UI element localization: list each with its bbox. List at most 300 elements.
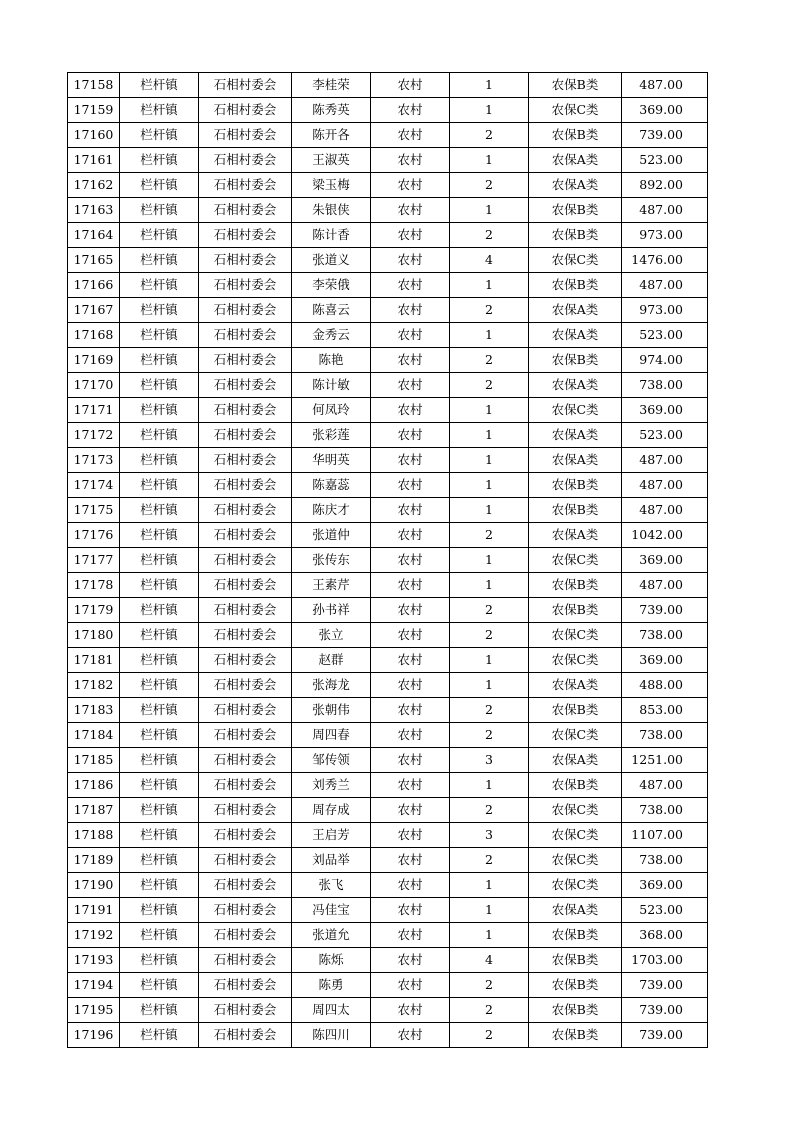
household-count-cell: 2: [450, 848, 529, 873]
record-id-cell: 17182: [68, 673, 120, 698]
area-type-cell: 农村: [371, 823, 450, 848]
record-id-cell: 17189: [68, 848, 120, 873]
area-type-cell: 农村: [371, 73, 450, 98]
household-count-cell: 2: [450, 173, 529, 198]
insurance-category-cell: 农保B类: [529, 998, 622, 1023]
table-row: [68, 523, 708, 548]
area-type-cell: 农村: [371, 423, 450, 448]
record-id-cell: 17184: [68, 723, 120, 748]
insurance-category-cell: 农保C类: [529, 548, 622, 573]
town-cell: 栏杆镇: [120, 723, 199, 748]
area-type-cell: 农村: [371, 723, 450, 748]
insurance-category-cell: 农保B类: [529, 498, 622, 523]
table-row: [68, 573, 708, 598]
town-cell: 栏杆镇: [120, 198, 199, 223]
insurance-category-cell: 农保B类: [529, 1023, 622, 1048]
person-name-cell: 王淑英: [292, 148, 371, 173]
amount-cell: 523.00: [622, 148, 708, 173]
town-cell: 栏杆镇: [120, 748, 199, 773]
village-committee-cell: 石相村委会: [199, 1023, 292, 1048]
area-type-cell: 农村: [371, 523, 450, 548]
insurance-category-cell: 农保A类: [529, 748, 622, 773]
area-type-cell: 农村: [371, 573, 450, 598]
person-name-cell: 张朝伟: [292, 698, 371, 723]
town-cell: 栏杆镇: [120, 173, 199, 198]
amount-cell: 738.00: [622, 373, 708, 398]
village-committee-cell: 石相村委会: [199, 73, 292, 98]
insurance-category-cell: 农保A类: [529, 323, 622, 348]
household-count-cell: 2: [450, 998, 529, 1023]
insurance-category-cell: 农保B类: [529, 73, 622, 98]
amount-cell: 523.00: [622, 423, 708, 448]
record-id-cell: 17196: [68, 1023, 120, 1048]
record-id-cell: 17165: [68, 248, 120, 273]
amount-cell: 739.00: [622, 1023, 708, 1048]
record-id-cell: 17193: [68, 948, 120, 973]
area-type-cell: 农村: [371, 623, 450, 648]
household-count-cell: 2: [450, 223, 529, 248]
insurance-category-cell: 农保B类: [529, 598, 622, 623]
town-cell: 栏杆镇: [120, 623, 199, 648]
village-committee-cell: 石相村委会: [199, 623, 292, 648]
record-id-cell: 17170: [68, 373, 120, 398]
person-name-cell: 冯佳宝: [292, 898, 371, 923]
area-type-cell: 农村: [371, 698, 450, 723]
person-name-cell: 邹传领: [292, 748, 371, 773]
insurance-category-cell: 农保C类: [529, 398, 622, 423]
record-id-cell: 17158: [68, 73, 120, 98]
amount-cell: 488.00: [622, 673, 708, 698]
records-table: [67, 72, 708, 1048]
amount-cell: 487.00: [622, 448, 708, 473]
town-cell: 栏杆镇: [120, 873, 199, 898]
household-count-cell: 1: [450, 573, 529, 598]
town-cell: 栏杆镇: [120, 848, 199, 873]
table-row: [68, 648, 708, 673]
household-count-cell: 2: [450, 523, 529, 548]
household-count-cell: 1: [450, 773, 529, 798]
area-type-cell: 农村: [371, 373, 450, 398]
town-cell: 栏杆镇: [120, 273, 199, 298]
amount-cell: 853.00: [622, 698, 708, 723]
area-type-cell: 农村: [371, 598, 450, 623]
insurance-category-cell: 农保C类: [529, 873, 622, 898]
insurance-category-cell: 农保A类: [529, 673, 622, 698]
household-count-cell: 1: [450, 73, 529, 98]
record-id-cell: 17178: [68, 573, 120, 598]
table-row: [68, 773, 708, 798]
town-cell: 栏杆镇: [120, 523, 199, 548]
insurance-category-cell: 农保C类: [529, 623, 622, 648]
table-row: [68, 998, 708, 1023]
area-type-cell: 农村: [371, 98, 450, 123]
area-type-cell: 农村: [371, 773, 450, 798]
table-row: [68, 723, 708, 748]
town-cell: 栏杆镇: [120, 498, 199, 523]
record-id-cell: 17166: [68, 273, 120, 298]
amount-cell: 1251.00: [622, 748, 708, 773]
village-committee-cell: 石相村委会: [199, 498, 292, 523]
village-committee-cell: 石相村委会: [199, 323, 292, 348]
record-id-cell: 17167: [68, 298, 120, 323]
town-cell: 栏杆镇: [120, 98, 199, 123]
insurance-category-cell: 农保C类: [529, 798, 622, 823]
town-cell: 栏杆镇: [120, 998, 199, 1023]
table-row: [68, 473, 708, 498]
town-cell: 栏杆镇: [120, 73, 199, 98]
area-type-cell: 农村: [371, 298, 450, 323]
record-id-cell: 17179: [68, 598, 120, 623]
household-count-cell: 1: [450, 923, 529, 948]
table-row: [68, 223, 708, 248]
table-row: [68, 748, 708, 773]
household-count-cell: 1: [450, 198, 529, 223]
person-name-cell: 梁玉梅: [292, 173, 371, 198]
area-type-cell: 农村: [371, 348, 450, 373]
amount-cell: 892.00: [622, 173, 708, 198]
area-type-cell: 农村: [371, 973, 450, 998]
household-count-cell: 2: [450, 723, 529, 748]
household-count-cell: 2: [450, 623, 529, 648]
amount-cell: 1703.00: [622, 948, 708, 973]
amount-cell: 738.00: [622, 623, 708, 648]
household-count-cell: 1: [450, 148, 529, 173]
village-committee-cell: 石相村委会: [199, 548, 292, 573]
table-row: [68, 698, 708, 723]
village-committee-cell: 石相村委会: [199, 248, 292, 273]
insurance-category-cell: 农保A类: [529, 448, 622, 473]
amount-cell: 523.00: [622, 898, 708, 923]
record-id-cell: 17174: [68, 473, 120, 498]
town-cell: 栏杆镇: [120, 798, 199, 823]
area-type-cell: 农村: [371, 873, 450, 898]
amount-cell: 487.00: [622, 473, 708, 498]
table-row: [68, 248, 708, 273]
household-count-cell: 2: [450, 298, 529, 323]
town-cell: 栏杆镇: [120, 698, 199, 723]
household-count-cell: 1: [450, 898, 529, 923]
record-id-cell: 17185: [68, 748, 120, 773]
village-committee-cell: 石相村委会: [199, 573, 292, 598]
person-name-cell: 李荣俄: [292, 273, 371, 298]
table-row: [68, 948, 708, 973]
household-count-cell: 2: [450, 698, 529, 723]
amount-cell: 487.00: [622, 273, 708, 298]
table-row: [68, 673, 708, 698]
town-cell: 栏杆镇: [120, 573, 199, 598]
area-type-cell: 农村: [371, 948, 450, 973]
record-id-cell: 17176: [68, 523, 120, 548]
area-type-cell: 农村: [371, 398, 450, 423]
area-type-cell: 农村: [371, 323, 450, 348]
area-type-cell: 农村: [371, 748, 450, 773]
household-count-cell: 1: [450, 98, 529, 123]
person-name-cell: 刘品举: [292, 848, 371, 873]
area-type-cell: 农村: [371, 673, 450, 698]
area-type-cell: 农村: [371, 848, 450, 873]
amount-cell: 738.00: [622, 848, 708, 873]
town-cell: 栏杆镇: [120, 248, 199, 273]
village-committee-cell: 石相村委会: [199, 348, 292, 373]
town-cell: 栏杆镇: [120, 348, 199, 373]
record-id-cell: 17194: [68, 973, 120, 998]
household-count-cell: 2: [450, 373, 529, 398]
record-id-cell: 17159: [68, 98, 120, 123]
record-id-cell: 17186: [68, 773, 120, 798]
record-id-cell: 17175: [68, 498, 120, 523]
town-cell: 栏杆镇: [120, 923, 199, 948]
household-count-cell: 2: [450, 348, 529, 373]
village-committee-cell: 石相村委会: [199, 823, 292, 848]
area-type-cell: 农村: [371, 473, 450, 498]
amount-cell: 487.00: [622, 573, 708, 598]
village-committee-cell: 石相村委会: [199, 198, 292, 223]
record-id-cell: 17177: [68, 548, 120, 573]
person-name-cell: 王启芳: [292, 823, 371, 848]
household-count-cell: 1: [450, 648, 529, 673]
person-name-cell: 陈喜云: [292, 298, 371, 323]
household-count-cell: 1: [450, 548, 529, 573]
town-cell: 栏杆镇: [120, 773, 199, 798]
table-row: [68, 623, 708, 648]
record-id-cell: 17187: [68, 798, 120, 823]
table-row: [68, 923, 708, 948]
town-cell: 栏杆镇: [120, 648, 199, 673]
table-row: [68, 898, 708, 923]
table-row: [68, 148, 708, 173]
insurance-category-cell: 农保C类: [529, 823, 622, 848]
area-type-cell: 农村: [371, 1023, 450, 1048]
table-row: [68, 273, 708, 298]
household-count-cell: 1: [450, 473, 529, 498]
household-count-cell: 1: [450, 873, 529, 898]
household-count-cell: 1: [450, 498, 529, 523]
record-id-cell: 17183: [68, 698, 120, 723]
insurance-category-cell: 农保B类: [529, 573, 622, 598]
amount-cell: 973.00: [622, 298, 708, 323]
amount-cell: 739.00: [622, 973, 708, 998]
town-cell: 栏杆镇: [120, 223, 199, 248]
town-cell: 栏杆镇: [120, 398, 199, 423]
insurance-category-cell: 农保C类: [529, 248, 622, 273]
person-name-cell: 陈庆才: [292, 498, 371, 523]
person-name-cell: 张道允: [292, 923, 371, 948]
person-name-cell: 陈开各: [292, 123, 371, 148]
village-committee-cell: 石相村委会: [199, 723, 292, 748]
person-name-cell: 赵群: [292, 648, 371, 673]
person-name-cell: 华明英: [292, 448, 371, 473]
insurance-category-cell: 农保C类: [529, 98, 622, 123]
person-name-cell: 陈烁: [292, 948, 371, 973]
village-committee-cell: 石相村委会: [199, 648, 292, 673]
town-cell: 栏杆镇: [120, 323, 199, 348]
area-type-cell: 农村: [371, 923, 450, 948]
amount-cell: 369.00: [622, 398, 708, 423]
village-committee-cell: 石相村委会: [199, 873, 292, 898]
area-type-cell: 农村: [371, 173, 450, 198]
household-count-cell: 2: [450, 798, 529, 823]
table-row: [68, 123, 708, 148]
insurance-category-cell: 农保B类: [529, 348, 622, 373]
record-id-cell: 17188: [68, 823, 120, 848]
insurance-category-cell: 农保B类: [529, 198, 622, 223]
town-cell: 栏杆镇: [120, 373, 199, 398]
village-committee-cell: 石相村委会: [199, 848, 292, 873]
village-committee-cell: 石相村委会: [199, 148, 292, 173]
village-committee-cell: 石相村委会: [199, 748, 292, 773]
insurance-category-cell: 农保C类: [529, 648, 622, 673]
person-name-cell: 金秀云: [292, 323, 371, 348]
town-cell: 栏杆镇: [120, 548, 199, 573]
insurance-category-cell: 农保B类: [529, 223, 622, 248]
amount-cell: 369.00: [622, 98, 708, 123]
amount-cell: 739.00: [622, 998, 708, 1023]
amount-cell: 739.00: [622, 123, 708, 148]
area-type-cell: 农村: [371, 248, 450, 273]
table-row: [68, 548, 708, 573]
amount-cell: 738.00: [622, 723, 708, 748]
record-id-cell: 17171: [68, 398, 120, 423]
town-cell: 栏杆镇: [120, 948, 199, 973]
area-type-cell: 农村: [371, 223, 450, 248]
table-row: [68, 398, 708, 423]
person-name-cell: 张彩莲: [292, 423, 371, 448]
record-id-cell: 17169: [68, 348, 120, 373]
village-committee-cell: 石相村委会: [199, 98, 292, 123]
area-type-cell: 农村: [371, 123, 450, 148]
person-name-cell: 张海龙: [292, 673, 371, 698]
insurance-category-cell: 农保B类: [529, 973, 622, 998]
village-committee-cell: 石相村委会: [199, 898, 292, 923]
household-count-cell: 1: [450, 423, 529, 448]
person-name-cell: 张立: [292, 623, 371, 648]
table-body: [68, 73, 708, 1048]
village-committee-cell: 石相村委会: [199, 273, 292, 298]
person-name-cell: 陈秀英: [292, 98, 371, 123]
household-count-cell: 1: [450, 323, 529, 348]
village-committee-cell: 石相村委会: [199, 123, 292, 148]
table-row: [68, 98, 708, 123]
household-count-cell: 1: [450, 273, 529, 298]
town-cell: 栏杆镇: [120, 673, 199, 698]
insurance-category-cell: 农保A类: [529, 898, 622, 923]
area-type-cell: 农村: [371, 998, 450, 1023]
record-id-cell: 17172: [68, 423, 120, 448]
insurance-category-cell: 农保B类: [529, 698, 622, 723]
amount-cell: 487.00: [622, 198, 708, 223]
amount-cell: 974.00: [622, 348, 708, 373]
amount-cell: 369.00: [622, 648, 708, 673]
village-committee-cell: 石相村委会: [199, 373, 292, 398]
area-type-cell: 农村: [371, 898, 450, 923]
insurance-category-cell: 农保B类: [529, 773, 622, 798]
insurance-category-cell: 农保B类: [529, 923, 622, 948]
area-type-cell: 农村: [371, 198, 450, 223]
household-count-cell: 3: [450, 823, 529, 848]
table-row: [68, 323, 708, 348]
table-row: [68, 823, 708, 848]
record-id-cell: 17191: [68, 898, 120, 923]
person-name-cell: 陈四川: [292, 1023, 371, 1048]
town-cell: 栏杆镇: [120, 973, 199, 998]
area-type-cell: 农村: [371, 448, 450, 473]
table-row: [68, 373, 708, 398]
table-row: [68, 423, 708, 448]
household-count-cell: 3: [450, 748, 529, 773]
village-committee-cell: 石相村委会: [199, 173, 292, 198]
village-committee-cell: 石相村委会: [199, 673, 292, 698]
record-id-cell: 17163: [68, 198, 120, 223]
town-cell: 栏杆镇: [120, 298, 199, 323]
household-count-cell: 4: [450, 248, 529, 273]
village-committee-cell: 石相村委会: [199, 773, 292, 798]
person-name-cell: 张传东: [292, 548, 371, 573]
person-name-cell: 孙书祥: [292, 598, 371, 623]
person-name-cell: 陈勇: [292, 973, 371, 998]
amount-cell: 487.00: [622, 773, 708, 798]
town-cell: 栏杆镇: [120, 123, 199, 148]
table-row: [68, 73, 708, 98]
village-committee-cell: 石相村委会: [199, 923, 292, 948]
insurance-category-cell: 农保A类: [529, 373, 622, 398]
person-name-cell: 朱银侠: [292, 198, 371, 223]
insurance-category-cell: 农保A类: [529, 298, 622, 323]
area-type-cell: 农村: [371, 798, 450, 823]
person-name-cell: 陈计敏: [292, 373, 371, 398]
amount-cell: 487.00: [622, 73, 708, 98]
record-id-cell: 17192: [68, 923, 120, 948]
person-name-cell: 陈计香: [292, 223, 371, 248]
table-row: [68, 198, 708, 223]
table-row: [68, 448, 708, 473]
town-cell: 栏杆镇: [120, 423, 199, 448]
person-name-cell: 张道义: [292, 248, 371, 273]
village-committee-cell: 石相村委会: [199, 698, 292, 723]
village-committee-cell: 石相村委会: [199, 998, 292, 1023]
household-count-cell: 1: [450, 398, 529, 423]
amount-cell: 1107.00: [622, 823, 708, 848]
amount-cell: 1476.00: [622, 248, 708, 273]
record-id-cell: 17162: [68, 173, 120, 198]
person-name-cell: 周存成: [292, 798, 371, 823]
household-count-cell: 2: [450, 598, 529, 623]
village-committee-cell: 石相村委会: [199, 798, 292, 823]
person-name-cell: 周四太: [292, 998, 371, 1023]
person-name-cell: 周四春: [292, 723, 371, 748]
person-name-cell: 王素芹: [292, 573, 371, 598]
amount-cell: 369.00: [622, 873, 708, 898]
household-count-cell: 2: [450, 123, 529, 148]
amount-cell: 487.00: [622, 498, 708, 523]
table-row: [68, 298, 708, 323]
village-committee-cell: 石相村委会: [199, 398, 292, 423]
area-type-cell: 农村: [371, 273, 450, 298]
record-id-cell: 17180: [68, 623, 120, 648]
person-name-cell: 张道仲: [292, 523, 371, 548]
record-id-cell: 17195: [68, 998, 120, 1023]
town-cell: 栏杆镇: [120, 448, 199, 473]
insurance-category-cell: 农保C类: [529, 848, 622, 873]
village-committee-cell: 石相村委会: [199, 423, 292, 448]
area-type-cell: 农村: [371, 498, 450, 523]
town-cell: 栏杆镇: [120, 473, 199, 498]
village-committee-cell: 石相村委会: [199, 523, 292, 548]
household-count-cell: 1: [450, 673, 529, 698]
record-id-cell: 17168: [68, 323, 120, 348]
table-row: [68, 348, 708, 373]
record-id-cell: 17160: [68, 123, 120, 148]
table-row: [68, 798, 708, 823]
